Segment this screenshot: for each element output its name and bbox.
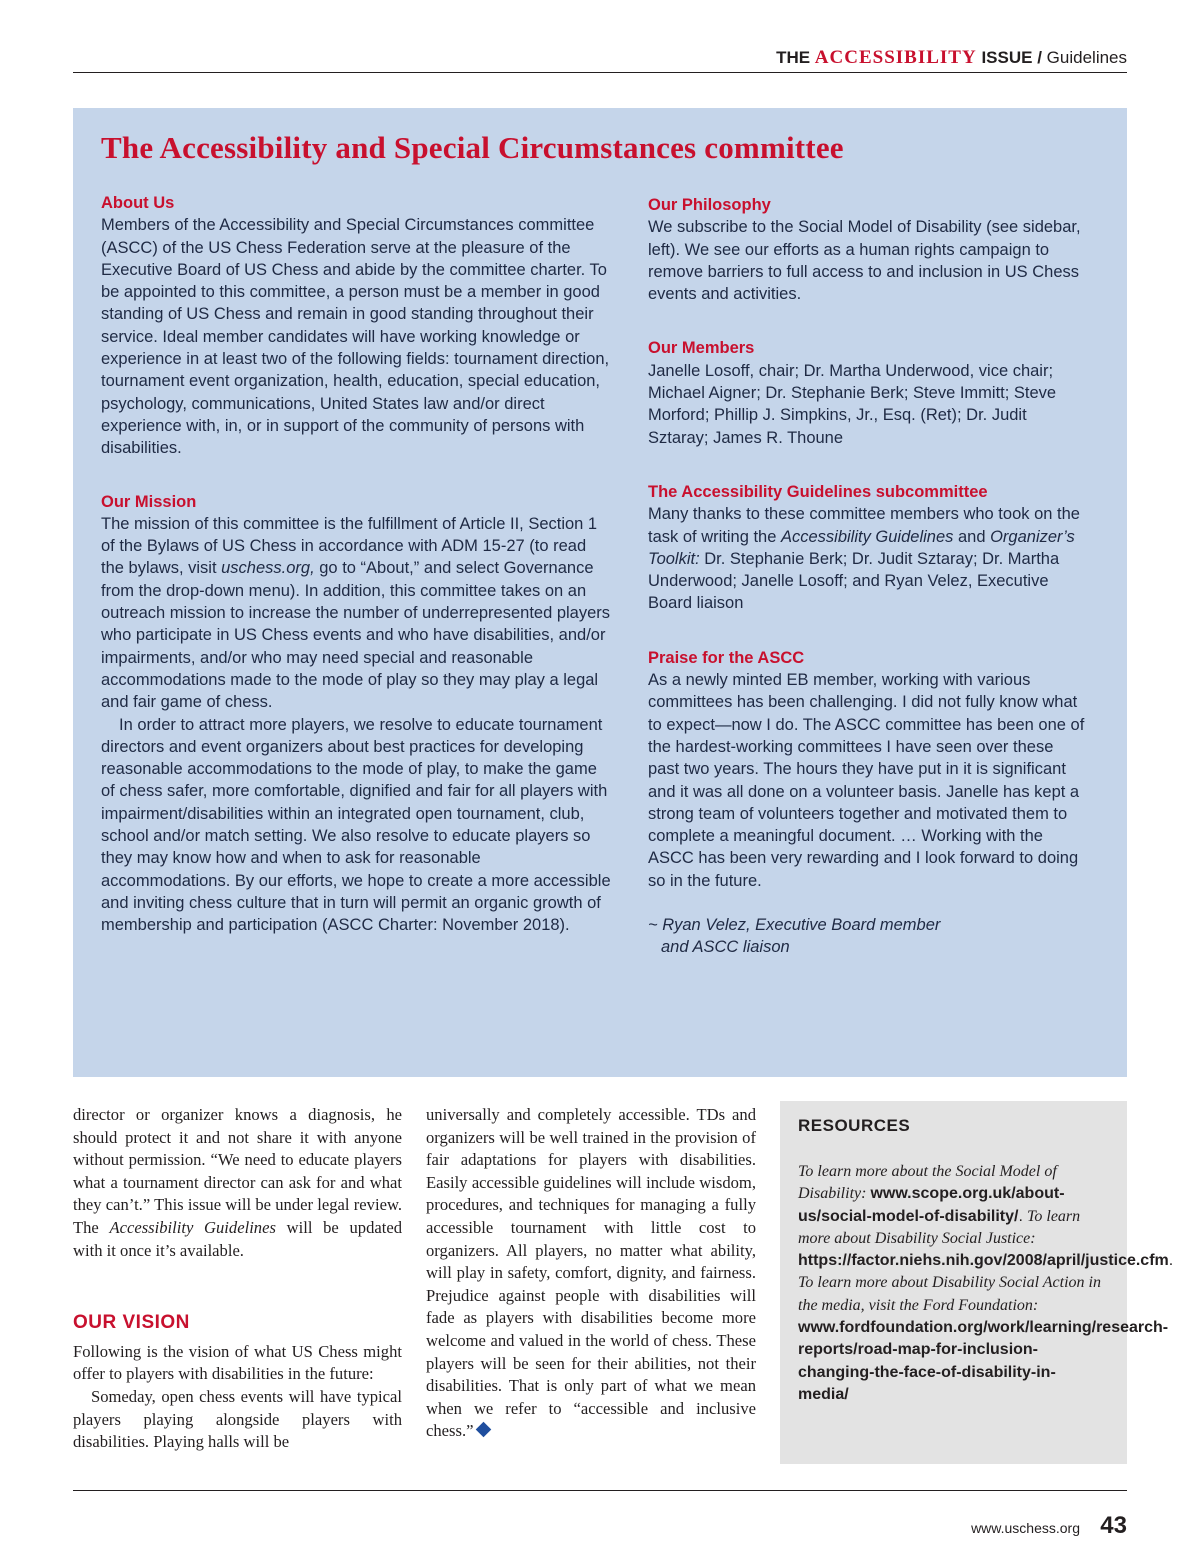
article-column-1: [73, 1104, 402, 1454]
article-column-2: [426, 1104, 756, 1443]
scope-link[interactable]: www.scope.org.uk/about-us/social-model-of-disability/: [798, 1185, 1065, 1225]
footer-rule: [73, 1490, 1127, 1491]
philosophy-heading: Our Philosophy: [648, 196, 771, 214]
page-number: 43: [1100, 1512, 1127, 1539]
resources-title: RESOURCES: [798, 1116, 911, 1135]
vision-heading: OUR VISION: [73, 1312, 190, 1334]
article-paragraph: director or organizer knows a diagnosis, he should protect it and not share it with anyone without permission. “We need to educate players what a tournament director can ask for and what they can’t.” This issue will be under legal review. The Accessibility Guidelines will be updated with it once it’s available.: [73, 1105, 402, 1260]
resources-body: To learn more about the Social Model of Disability: www.scope.org.uk/about-us/social-model-of-disability/. To learn more about Disability Social Justice: https://factor.niehs.nih.gov/2008/april/justice.cfm. To learn more about Disability Social Action in the media, visit the Ford Foundation: www.fordfoundation.org/work/learning/research-reports/road-map-for-inclusion-changing-the-face-of-disability-in-media/: [798, 1163, 1174, 1403]
header-section: Guidelines: [1046, 48, 1127, 67]
committee-box-title: The Accessibility and Special Circumstances committee: [101, 130, 844, 165]
running-header: [73, 44, 1127, 73]
header-separator: /: [1037, 48, 1042, 67]
mission-heading: Our Mission: [101, 492, 197, 511]
article-paragraph-continued: universally and completely accessible. TDs and organizers will be well trained in the provision of fair adaptations for players with disabilities. Easily accessible guidelines will include wisdom, procedures, and techniques for managing a fully accessible tournament with little cost to organizers. All players, no matter what ability, will play in safety, comfort, dignity, and fairness. Prejudice against people with disabilities will fade as players with disabilities become more welcome and valued in the world of chess. These players will be seen for their abilities, not their disabilities. That is only part of what we mean when we refer to “accessible and inclusive chess.”: [426, 1105, 756, 1441]
footer-url[interactable]: www.uschess.org: [971, 1520, 1080, 1536]
committee-box: [73, 108, 1127, 1077]
resources-sidebar: [780, 1101, 1174, 1464]
header-issue: ISSUE: [981, 48, 1033, 67]
header-accessibility: ACCESSIBILITY: [814, 47, 977, 68]
subcommittee-body: Many thanks to these committee members who took on the task of writing the Accessibility Guidelines and Organizer’s Toolkit: Dr. Stephanie Berk; Dr. Judit Sztaray; Dr. Martha Underwood; Janelle Losoff; and Ryan Velez, Executive Board liaison: [648, 505, 1080, 613]
header-the: THE: [776, 48, 811, 67]
uschess-link[interactable]: uschess.org,: [221, 559, 315, 578]
mission-paragraph-1: The mission of this committee is the fulfillment of Article II, Section 1 of the Bylaws of US Chess in accordance with ADM 15-27 (to read the bylaws, visit uschess.org, go to “About,” and select Governance from the drop-down menu). In addition, this committee takes on an outreach mission to increase the number of underrepresented players who participate in US Chess events and who have disabilities, and/or impairments, and/or who may need special and reasonable accommodations made to the mode of play so they may play a legal and fair game of chess.: [101, 514, 611, 712]
vision-paragraph-1: Following is the vision of what US Chess might offer to players with disabilities in the future:: [73, 1341, 402, 1384]
committee-left-column: [101, 192, 611, 937]
praise-attribution: ~ Ryan Velez, Executive Board member and ASCC liaison: [648, 916, 941, 957]
praise-body: As a newly minted EB member, working with various committees has been challenging. I did not fully know what to expect—now I do. The ASCC committee has been one of the hardest-working committees I have seen over these past two years. The hours they have put in it is significant and it was all done on a volunteer basis. Janelle has kept a strong team of volunteers together and motivated them to complete a meaningful document. … Working with the ASCC has been very rewarding and I look forward to doing so in the future.: [648, 671, 1085, 890]
end-mark-icon: [476, 1422, 492, 1438]
mission-paragraph-2: In order to attract more players, we resolve to educate tournament directors and event organizers about best practices for developing reasonable accommodations to the mode of play, to make the game of chess safer, more comfortable, dignified and fair for all players with impairment/disabilities within an integrated open tournament, club, school and/or match setting. We also resolve to educate players so they may know how and when to ask for reasonable accommodations. By our efforts, we hope to create a more accessible and inviting chess culture that in turn will permit an organic growth of membership and participation (ASCC Charter: November 2018).: [101, 715, 611, 935]
about-body: Members of the Accessibility and Special Circumstances committee (ASCC) of the US Chess Federation serve at the pleasure of the Executive Board of US Chess and abide by the committee charter. To be appointed to this committee, a person must be a member in good standing of US Chess and remain in good standing throughout their service. Ideal member candidates will have working knowledge or experience in at least two of the following fields: tournament direction, tournament event organization, health, education, special education, psychology, communications, United States law and/or direct experience with, in, or in support of the community of persons with disabilities.: [101, 216, 610, 458]
praise-heading: Praise for the ASCC: [648, 648, 805, 667]
members-body: Janelle Losoff, chair; Dr. Martha Underwood, vice chair; Michael Aigner; Dr. Stephanie Berk; Steve Immitt; Steve Morford; Phillip J. Simpkins, Jr., Esq. (Ret); Dr. Judit Sztaray; James R. Thoune: [648, 361, 1057, 447]
subcommittee-heading: The Accessibility Guidelines subcommittee: [648, 482, 988, 501]
committee-right-column: [648, 194, 1088, 959]
members-heading: Our Members: [648, 339, 755, 358]
niehs-link[interactable]: https://factor.niehs.nih.gov/2008/april/justice.cfm: [798, 1252, 1169, 1270]
vision-paragraph-2: Someday, open chess events will have typical players playing alongside players with disabilities. Playing halls will be: [73, 1386, 402, 1452]
about-heading: About Us: [101, 194, 175, 212]
ford-foundation-link[interactable]: www.fordfoundation.org/work/learning/research-reports/road-map-for-inclusion-changing-the-face-of-disability-in-media/: [798, 1319, 1169, 1403]
philosophy-body: We subscribe to the Social Model of Disability (see sidebar, left). We see our efforts as a human rights campaign to remove barriers to full access to and inclusion in US Chess events and activities.: [648, 218, 1081, 304]
